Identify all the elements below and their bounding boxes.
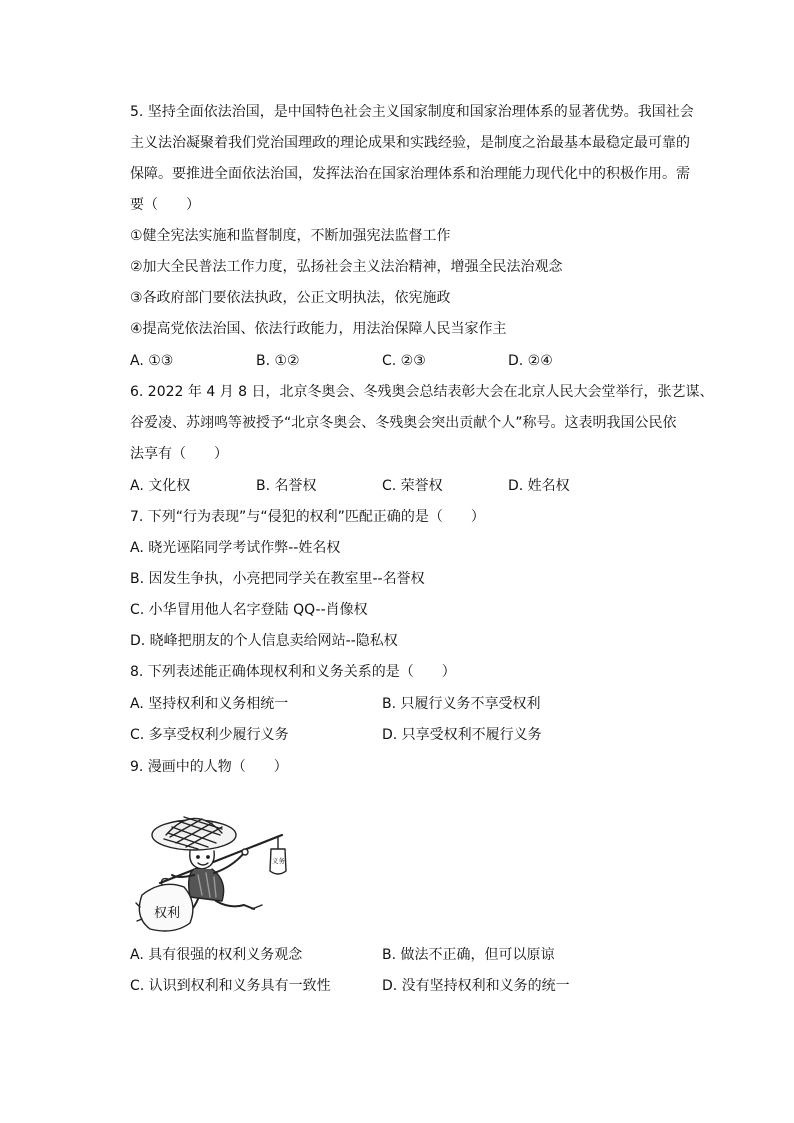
tag-label: 义务: [272, 857, 285, 865]
q7-stem: 7. 下列“行为表现”与“侵犯的权利”匹配正确的是（ ）: [130, 509, 485, 525]
q5-option-b[interactable]: B. ①②: [256, 353, 300, 369]
q9-option-c[interactable]: C. 认识到权利和义务具有一致性: [130, 978, 331, 994]
q7-option-b[interactable]: B. 因发生争执，小亮把同学关在教室里--名誉权: [130, 571, 425, 587]
q8-stem: 8. 下列表述能正确体现权利和义务关系的是（ ）: [130, 664, 456, 680]
q6-option-d[interactable]: D. 姓名权: [508, 478, 570, 494]
q7-option-c[interactable]: C. 小华冒用他人名字登陆 QQ--肖像权: [130, 602, 368, 618]
q9-option-d[interactable]: D. 没有坚持权利和义务的统一: [382, 978, 570, 994]
q5-statement-2: ②加大全民普法工作力度，弘扬社会主义法治精神，增强全民法治观念: [130, 259, 563, 275]
q5-statement-1: ①健全宪法实施和监督制度，不断加强宪法监督工作: [130, 228, 451, 244]
q6-option-a[interactable]: A. 文化权: [130, 478, 191, 494]
q5-stem-line-3: 保障。要推进全面依法治国，发挥法治在国家治理体系和治理能力现代化中的积极作用。需: [130, 166, 690, 182]
q5-stem-line-1: 5. 坚持全面依法治国，是中国特色社会主义国家制度和国家治理体系的显著优势。我国社会: [130, 104, 694, 120]
q7-option-a[interactable]: A. 晓光诬陷同学考试作弊--姓名权: [130, 540, 341, 556]
q5-option-d[interactable]: D. ②④: [508, 353, 553, 369]
q6-stem-line-3: 法享有（ ）: [130, 446, 228, 462]
cartoon-illustration: [132, 805, 292, 935]
q5-statement-4: ④提高党依法治国、依法行政能力，用法治保障人民当家作主: [130, 321, 507, 337]
q7-option-d[interactable]: D. 晓峰把朋友的个人信息卖给网站--隐私权: [130, 633, 398, 649]
q5-stem-line-2: 主义法治凝聚着我们党治国理政的理论成果和实践经验，是制度之治最基本最稳定最可靠的: [130, 135, 690, 151]
q5-option-a[interactable]: A. ①③: [130, 353, 174, 369]
q6-option-c[interactable]: C. 荣誉权: [382, 478, 443, 494]
q8-option-c[interactable]: C. 多享受权利少履行义务: [130, 727, 289, 743]
face: [190, 851, 215, 869]
q5-option-c[interactable]: C. ②③: [382, 353, 426, 369]
q6-option-b[interactable]: B. 名誉权: [256, 478, 317, 494]
q8-option-d[interactable]: D. 只享受权利不履行义务: [382, 727, 542, 743]
q9-option-a[interactable]: A. 具有很强的权利义务观念: [130, 947, 303, 963]
q8-option-b[interactable]: B. 只履行义务不享受权利: [382, 696, 541, 712]
q5-statement-3: ③各政府部门要依法执政，公正文明执法，依宪施政: [130, 290, 451, 306]
q9-option-b[interactable]: B. 做法不正确，但可以原谅: [382, 947, 555, 963]
q5-stem-line-4: 要（ ）: [130, 197, 200, 213]
q6-stem-line-2: 谷爱凌、苏翊鸣等被授予“北京冬奥会、冬残奥会突出贡献个人”称号。这表明我国公民依: [130, 415, 677, 431]
q6-stem-line-1: 6. 2022 年 4 月 8 日，北京冬奥会、冬残奥会总结表彰大会在北京人民大会堂举行，张艺谋、: [130, 384, 714, 400]
bag-label: 权利: [154, 906, 181, 921]
q8-option-a[interactable]: A. 坚持权利和义务相统一: [130, 696, 289, 712]
q9-stem: 9. 漫画中的人物（ ）: [130, 759, 288, 775]
